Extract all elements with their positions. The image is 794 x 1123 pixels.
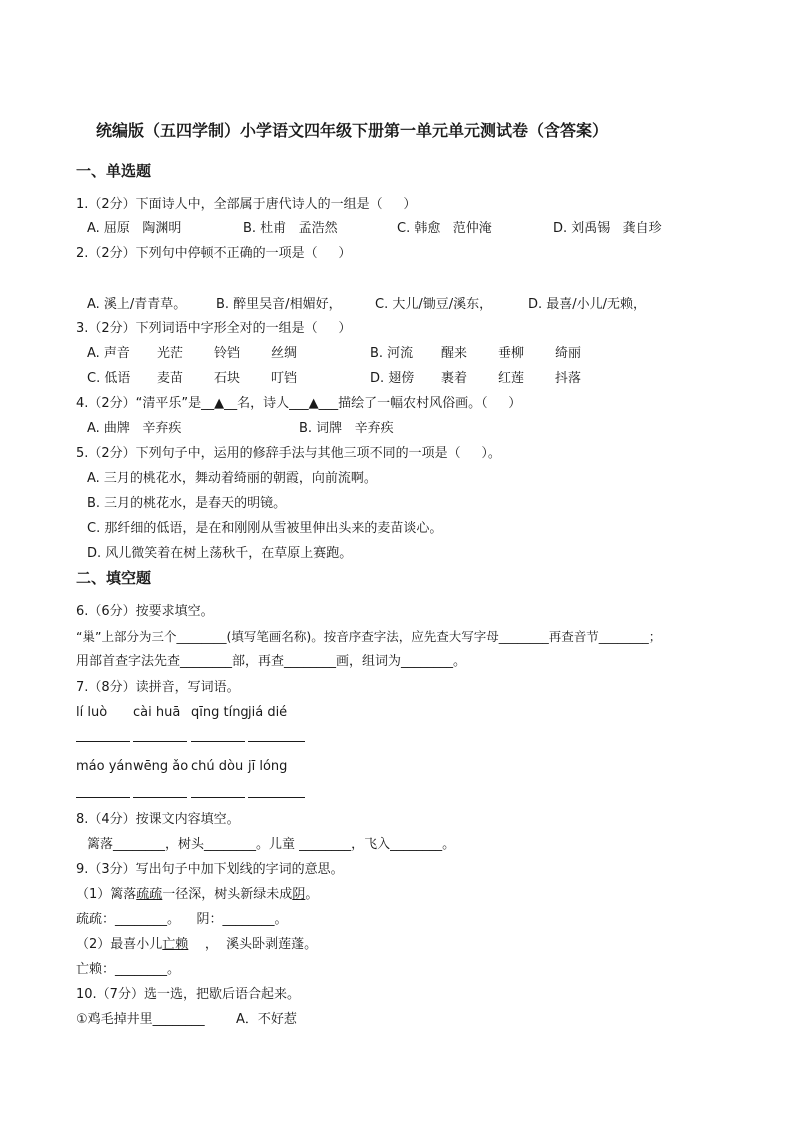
- question-3-option-c-word: 叮铛: [271, 371, 298, 386]
- question-3-option-a-word: 丝绸: [271, 346, 298, 361]
- question-5-stem: 5.（2分）下列句子中，运用的修辞手法与其他三项不同的一项是（ ）。: [76, 446, 501, 461]
- pinyin-label: cài huā: [133, 705, 181, 720]
- question-3-option-d-word: 红莲: [498, 371, 525, 386]
- question-2-option-d: D. 最喜/小儿/无赖，: [528, 297, 647, 312]
- question-8-line: 篱落________，树头________。儿童 ________，飞入________。: [87, 837, 456, 852]
- question-10-item-1: ①鸡毛掉井里________: [76, 1012, 205, 1027]
- question-3-option-a-word: A. 声音: [87, 346, 130, 361]
- answer-blank-line: [248, 741, 305, 742]
- question-9-sub-1: [76, 886, 318, 904]
- underlined-word: 亡赖: [162, 937, 189, 952]
- question-1-option-d: D. 刘禹锡 龚自珍: [553, 221, 662, 236]
- answer-blank-line: [76, 797, 130, 798]
- question-3-option-a-word: 光茫: [157, 346, 184, 361]
- question-4-option-a: A. 曲牌 辛弃疾: [87, 421, 182, 436]
- question-1-stem: 1.（2分）下面诗人中，全部属于唐代诗人的一组是（ ）: [76, 197, 417, 212]
- pinyin-label: jī lóng: [248, 759, 288, 774]
- question-3-option-c-word: 麦苗: [157, 371, 184, 386]
- question-5-option-b: B. 三月的桃花水，是春天的明镜。: [87, 496, 287, 511]
- question-3-option-b-word: 垂柳: [498, 346, 525, 361]
- question-8-stem: 8.（4分）按课文内容填空。: [76, 812, 240, 827]
- question-3-option-c-word: 石块: [214, 371, 241, 386]
- question-9-answer-1: 疏疏：________。 阴：________。: [76, 912, 288, 927]
- answer-blank-line: [191, 797, 245, 798]
- pinyin-label: chú dòu: [191, 759, 244, 774]
- question-5-option-d: D. 风儿微笑着在树上荡秋千，在草原上赛跑。: [87, 546, 353, 561]
- sub-1-end: 。: [305, 887, 319, 902]
- section-heading-single-choice: 一、单选题: [76, 162, 152, 180]
- question-5-option-c: C. 那纤细的低语，是在和刚刚从雪被里伸出头来的麦苗谈心。: [87, 521, 443, 536]
- question-6-line-1: “巢”上部分为三个________(填写笔画名称)。按音序查字法，应先查大写字母________再查音节________；: [76, 629, 662, 644]
- question-3-option-d-word: 裹着: [441, 371, 468, 386]
- answer-blank-line: [191, 741, 245, 742]
- question-3-option-b-word: B. 河流: [370, 346, 414, 361]
- page-title: 统编版（五四学制）小学语文四年级下册第一单元单元测试卷（含答案）: [96, 121, 609, 140]
- sub-2-prefix: （2）最喜小儿: [76, 937, 163, 952]
- question-4-stem: 4.（2分）“清平乐”是__▲__名，诗人___▲___描绘了一幅农村风俗画。（ ）: [76, 396, 522, 411]
- question-9-answer-2: 亡赖：________。: [76, 962, 181, 977]
- pinyin-label: qīng tíng: [191, 705, 249, 720]
- question-1-option-a: A. 屈原 陶渊明: [87, 221, 182, 236]
- underlined-word: 疏疏: [136, 887, 163, 902]
- question-3-option-b-word: 醒来: [441, 346, 468, 361]
- question-7-stem: 7.（8分）读拼音，写词语。: [76, 680, 240, 695]
- pinyin-label: máo yán: [76, 759, 133, 774]
- sub-1-prefix: （1）篱落: [76, 887, 137, 902]
- question-3-option-b-word: 绮丽: [555, 346, 582, 361]
- question-2-option-a: A. 溪上/青青草。: [87, 297, 187, 312]
- question-10-option-a: A．不好惹: [236, 1012, 297, 1027]
- sub-1-middle: 一径深，树头新绿未成: [162, 887, 293, 902]
- question-3-option-a-word: 铃铛: [214, 346, 241, 361]
- answer-blank-line: [248, 797, 305, 798]
- question-10-stem: 10.（7分）选一选，把歇后语合起来。: [76, 987, 300, 1002]
- question-2-stem: 2.（2分）下列句中停顿不正确的一项是（ ）: [76, 246, 352, 261]
- question-2-option-b: B. 醉里吴音/相媚好，: [216, 297, 342, 312]
- answer-blank-line: [76, 741, 130, 742]
- question-1-option-b: B. 杜甫 孟浩然: [243, 221, 338, 236]
- question-4-option-b: B. 词牌 辛弃疾: [299, 421, 394, 436]
- pinyin-label: lí luò: [76, 705, 108, 720]
- question-3-option-c-word: C. 低语: [87, 371, 131, 386]
- question-9-stem: 9.（3分）写出句子中加下划线的字词的意思。: [76, 862, 344, 877]
- question-3-option-d-word: 抖落: [555, 371, 582, 386]
- question-3-stem: 3.（2分）下列词语中字形全对的一组是（ ）: [76, 321, 352, 336]
- question-5-option-a: A. 三月的桃花水，舞动着绮丽的朝霞，向前流啊。: [87, 471, 377, 486]
- sub-2-rest: ， 溪头卧剥莲蓬。: [188, 937, 318, 952]
- answer-blank-line: [133, 741, 187, 742]
- section-heading-fill-in: 二、填空题: [76, 569, 152, 587]
- question-6-stem: 6.（6分）按要求填空。: [76, 604, 214, 619]
- question-3-option-d-word: D. 翅傍: [370, 371, 415, 386]
- pinyin-label: wēng ǎo: [133, 759, 189, 774]
- question-2-option-c: C. 大儿/锄豆/溪东，: [375, 297, 493, 312]
- pinyin-label: jiá dié: [248, 705, 288, 720]
- question-1-option-c: C. 韩愈 范仲淹: [397, 221, 492, 236]
- underlined-word: 阴: [292, 887, 306, 902]
- question-6-line-2: 用部首查字法先查________部，再查________画，组词为________。: [76, 654, 467, 669]
- answer-blank-line: [133, 797, 187, 798]
- question-9-sub-2: [76, 936, 317, 954]
